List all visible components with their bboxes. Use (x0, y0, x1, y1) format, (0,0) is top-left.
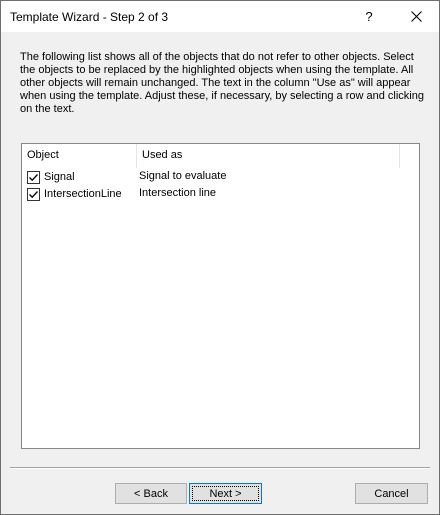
column-header-object[interactable]: Object (22, 144, 137, 168)
object-cell (27, 186, 122, 202)
used-as-text[interactable]: Intersection line (139, 187, 217, 199)
row-checkbox[interactable] (27, 188, 40, 201)
list-row-intersectionline[interactable] (22, 186, 419, 202)
help-icon: ? (365, 9, 373, 24)
help-button[interactable] (346, 1, 392, 32)
divider (10, 467, 430, 469)
close-icon (411, 11, 422, 22)
instructions-text: The following list shows all of the objects that do not refer to other objects. Select the objects to be replaced by the highlighted objects when using the template. All other objects will remain unchanged. The text in the column "Use as" will appear when using the template. Adjust these, if necessary, by selecting a row and clicking on the text. (20, 51, 424, 115)
used-as-text[interactable]: Signal to evaluate (139, 170, 227, 182)
next-button-label: Next > (209, 487, 242, 500)
close-button[interactable] (393, 1, 439, 32)
checkmark-icon (28, 172, 39, 183)
window-title: Template Wizard - Step 2 of 3 (10, 10, 169, 24)
checkmark-icon (28, 189, 39, 200)
list-row-signal[interactable] (22, 169, 419, 185)
focus-rectangle (192, 486, 259, 501)
next-button[interactable] (189, 483, 262, 504)
row-checkbox[interactable] (27, 171, 40, 184)
list-header (22, 144, 419, 168)
title-bar (1, 1, 439, 32)
back-button[interactable]: < Back (115, 483, 187, 504)
object-name: IntersectionLine (44, 188, 122, 200)
column-header-used-as[interactable]: Used as (137, 144, 400, 168)
objects-list[interactable] (21, 143, 420, 449)
object-cell (27, 169, 75, 185)
object-name: Signal (44, 171, 75, 183)
cancel-button[interactable]: Cancel (355, 483, 428, 504)
